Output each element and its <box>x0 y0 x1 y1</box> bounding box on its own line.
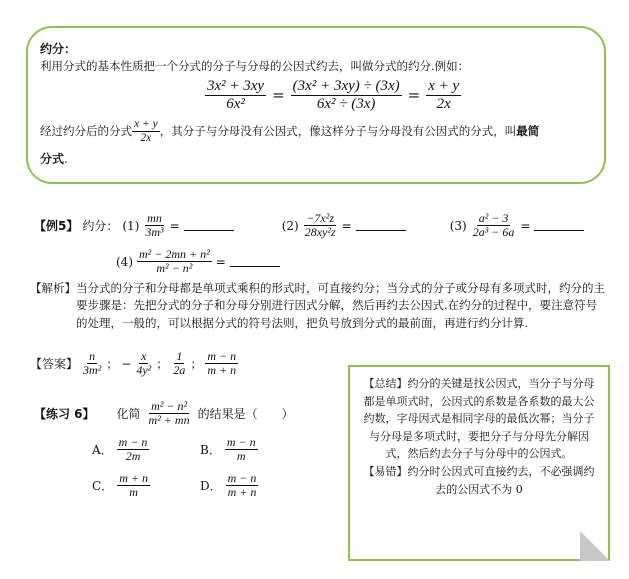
example-fraction-3: $\frac{\text{a² − 3}}{\text{2a³ − 6a}}$ <box>472 211 515 240</box>
summary-note <box>348 365 610 561</box>
answer-4: $\frac{m - n}{m + n}$ <box>207 349 237 378</box>
answer-row: 【答案】 $\frac{n}{\text{3m²}}$ ； − $\frac{x}{\text{4y²}}$ ； $\frac{1}{2a}$ ； $\frac{m - n}{m + n}$ <box>30 349 237 378</box>
answer-1: $\frac{n}{\text{3m²}}$ <box>83 349 102 378</box>
example-row-2: (4) $\frac{\text{m² − 2mn + n²}}{\text{m² − n²}}$ = <box>116 248 280 275</box>
option-a[interactable]: A． $\frac{m - n}{2m}$ <box>92 435 148 464</box>
eq-fraction-1: $\frac{\text{3x² + 3xy}}{\text{6x²}}$ <box>207 78 265 112</box>
eq-fraction-3: $\frac{x + y}{2x}$ <box>428 78 460 112</box>
definition-line2: 经过约分后的分式 $\frac{x + y}{2x}$ ，其分子与分母没有公因式，像这样分子与分母没有公因式的分式，叫 最简 <box>40 118 540 144</box>
definition-title: 约分： <box>40 42 77 56</box>
practice-row: 【练习 6】 化简 $\frac{\text{m² − n²}}{\text{m² + mn}}$ 的结果是（ ） <box>34 399 294 428</box>
option-d[interactable]: D． $\frac{m - n}{m + n}$ <box>200 471 257 500</box>
example-equation: $\frac{\text{3x² + 3xy}}{\text{6x²}}$ = $\frac{\text{(3x² + 3xy) ÷ (3x)}}{\text{6x² ÷ (3x)}}$ = $\frac{x + y}{2x}$ <box>207 78 460 112</box>
example-fraction-2: $\frac{\text{−7x²z}}{\text{28xy²z}}$ <box>304 211 336 240</box>
analysis-text: 当分式的分子和分母都是单项式乘积的形式时，可直接约分；当分式的分子或分母有多项式时，约分的主要步骤是：先把分式的分子和分母分别进行因式分解，然后再约去公因式.在约分的过程中，要注意符号的处理，一般的，可以根据分式的符号法则，把负号放到分式的最前面，再进行约分计算. <box>76 281 605 330</box>
analysis-tag: 【解析】 <box>30 281 76 295</box>
example-fraction-1: $\frac{mn}{\text{3m³}}$ <box>145 211 164 240</box>
pitfall-text: 【易错】约分时公因式可直接约去，不必强调约去的公因式不为 0 <box>363 464 595 496</box>
answer-2: $\frac{x}{\text{4y²}}$ <box>136 349 152 378</box>
analysis-block <box>30 280 606 332</box>
definition-line3: 分式. <box>40 152 68 166</box>
eq-fraction-2: $\frac{\text{(3x² + 3xy) ÷ (3x)}}{\text{6x² ÷ (3x)}}$ <box>292 78 400 112</box>
practice-tag: 【练习 6】 <box>34 407 95 422</box>
definition-line1: 利用分式的基本性质把一个分式的分子与分母的公因式约去，叫做分式的约分.例如： <box>40 59 470 73</box>
example-tag: 【例5】 <box>34 219 79 234</box>
example-fraction-4: $\frac{\text{m² − 2mn + n²}}{\text{m² − n²}}$ <box>139 247 210 276</box>
answer-3: $\frac{1}{2a}$ <box>173 349 186 378</box>
practice-fraction: $\frac{\text{m² − n²}}{\text{m² + mn}}$ <box>148 399 190 428</box>
option-c[interactable]: C． $\frac{m + n}{m}$ <box>92 471 148 500</box>
example-row-1: 【例5】 约分： (1) $\frac{mn}{\text{3m³}}$ = (2) $\frac{\text{−7x²z}}{\text{28xy²z}}$ = (3) $\frac{\text{a² − 3}}{\text{2a³ − 6a}}$ = <box>34 212 584 239</box>
simplified-fraction: $\frac{x + y}{2x}$ <box>134 118 158 144</box>
summary-text: 【总结】约分的关键是找公因式，当分子与分母都是单项式时，公因式的系数是各系数的最大公约数，字母因式是相同字母的最低次幂；当分子与分母是多项式时，要把分子与分母先分解因式，然后约去分子与分母中的公因式。 <box>363 377 595 461</box>
option-b[interactable]: B． $\frac{m - n}{m}$ <box>200 435 256 464</box>
answer-tag: 【答案】 <box>30 357 79 372</box>
page-fold-icon <box>580 531 610 561</box>
